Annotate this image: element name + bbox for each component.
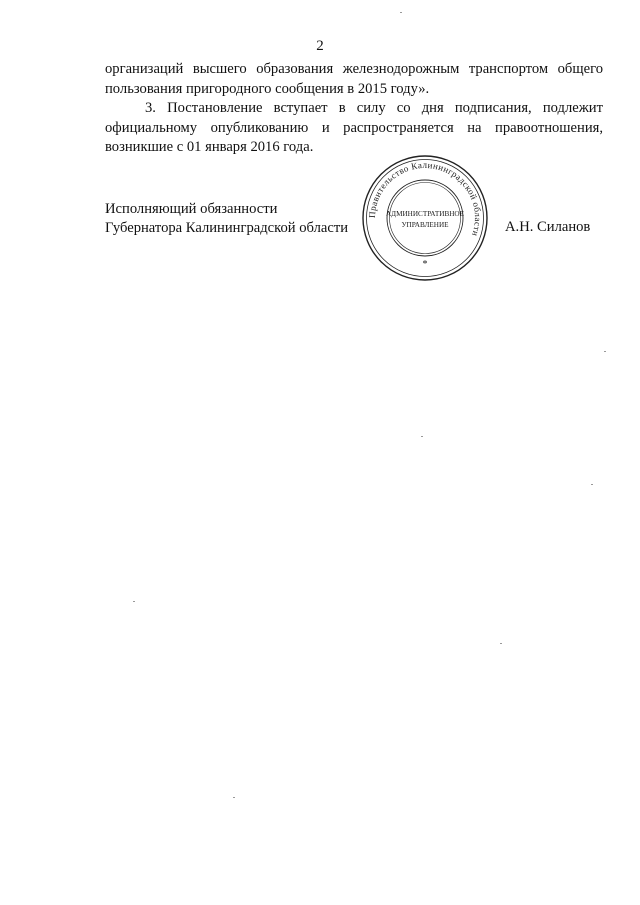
official-seal-stamp	[360, 153, 490, 283]
seal-center-line-1: АДМИНИСТРАТИВНОЕ	[385, 210, 465, 218]
signatory-title-line-1: Исполняющий обязанности	[105, 201, 278, 217]
page-number: 2	[316, 38, 324, 54]
seal-outer-text: Правительство Калининградской области	[366, 159, 484, 238]
signatory-title-line-2: Губернатора Калининградской области	[105, 220, 349, 236]
document-body	[105, 60, 603, 158]
seal-center-line-2: УПРАВЛЕНИЕ	[401, 221, 449, 229]
scan-speck	[500, 643, 502, 644]
seal-star: *	[422, 259, 428, 270]
scan-speck	[233, 797, 235, 798]
paragraph-item-3: 3. Постановление вступает в силу со дня подписания, подлежит официальному опубликованию и распространяется на правоотношения, возникшие с 01 января 2016 года.	[105, 100, 603, 155]
scan-speck	[133, 601, 135, 602]
scan-speck	[604, 351, 606, 352]
signatory-title	[105, 200, 348, 238]
scan-speck	[591, 484, 593, 485]
signatory-name: А.Н. Силанов	[505, 219, 591, 235]
scan-speck	[421, 436, 423, 437]
scan-speck	[400, 12, 402, 13]
paragraph-continuation: организаций высшего образования железнодорожным транспортом общего пользования пригородного сообщения в 2015 году».	[105, 61, 603, 97]
